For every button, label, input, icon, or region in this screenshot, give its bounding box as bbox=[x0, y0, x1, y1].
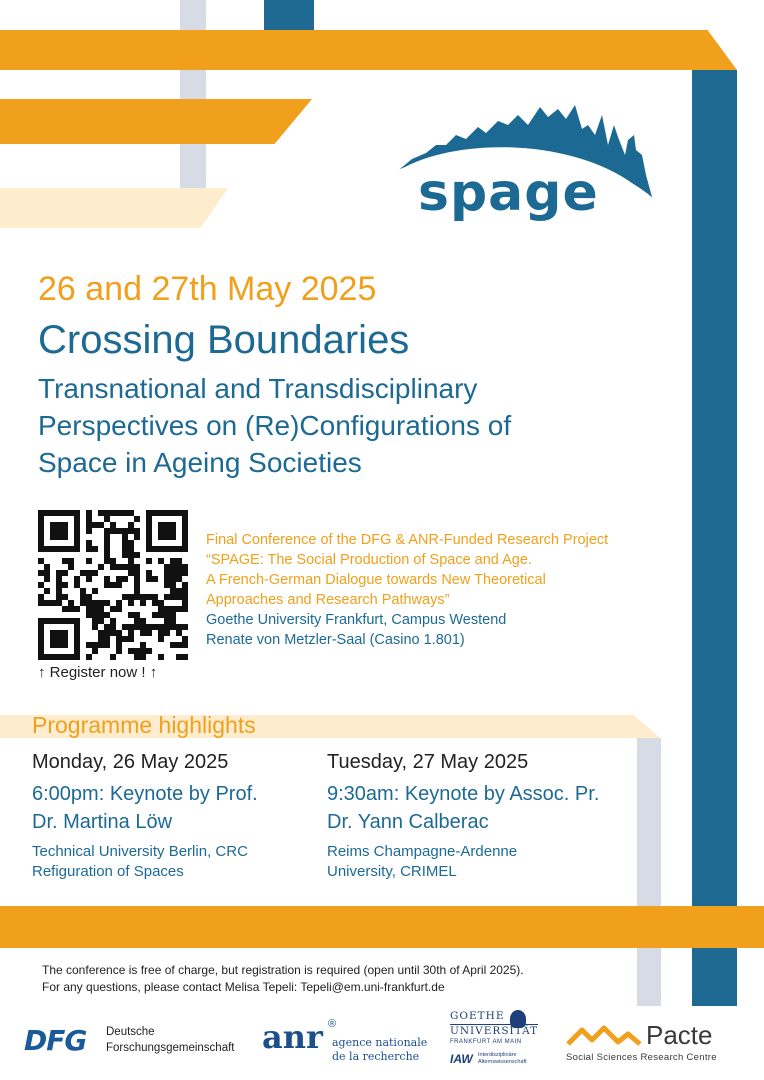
spage-logo bbox=[390, 95, 660, 235]
pacte-subtitle: Social Sciences Research Centre bbox=[566, 1052, 717, 1063]
project-description bbox=[206, 530, 608, 650]
register-now-text: ↑ Register now ! ↑ bbox=[38, 664, 158, 681]
day1-keynote: 6:00pm: Keynote by Prof. bbox=[32, 783, 258, 805]
iaw-line: Interdisziplinäre bbox=[478, 1052, 517, 1058]
day2-keynote: 9:30am: Keynote by Assoc. Pr. bbox=[327, 783, 600, 805]
pacte-logo bbox=[566, 1022, 736, 1066]
anr-logo bbox=[262, 1018, 432, 1066]
subtitle bbox=[38, 370, 511, 481]
dfg-name-line: Deutsche bbox=[106, 1026, 155, 1038]
subtitle-line: Space in Ageing Societies bbox=[38, 447, 362, 478]
dfg-name-line: Forschungsgemeinschaft bbox=[106, 1042, 235, 1054]
blue-vertical-bar-top bbox=[264, 0, 314, 30]
pacte-name: Pacte bbox=[646, 1020, 713, 1050]
anr-registered: ® bbox=[328, 1018, 337, 1030]
date-line: 26 and 27th May 2025 bbox=[38, 270, 377, 308]
anr-name-line: de la recherche bbox=[332, 1050, 420, 1063]
project-line: “SPAGE: The Social Production of Space and Age. bbox=[206, 552, 532, 568]
day2-affiliation: Reims Champagne-Ardenne bbox=[327, 843, 518, 860]
subtitle-line: Transnational and Transdisciplinary bbox=[38, 373, 478, 404]
page-title: Crossing Boundaries bbox=[38, 318, 410, 362]
anr-name-line: agence nationale bbox=[332, 1036, 428, 1049]
goethe-logo bbox=[448, 1010, 548, 1074]
project-line: Approaches and Research Pathways” bbox=[206, 592, 450, 608]
cream-band bbox=[0, 188, 228, 228]
logo-wordmark: spage bbox=[418, 163, 599, 223]
orange-top-band bbox=[0, 30, 737, 70]
goethe-line: UNIVERSITÄT bbox=[450, 1025, 539, 1037]
goethe-line: FRANKFURT AM MAIN bbox=[450, 1039, 522, 1045]
orange-second-band bbox=[0, 99, 312, 144]
day2-column bbox=[327, 748, 627, 882]
registration-qr-code[interactable] bbox=[38, 510, 188, 660]
day1-column bbox=[32, 748, 322, 882]
day2-affiliation: University, CRIMEL bbox=[327, 863, 457, 880]
project-line: A French-German Dialogue towards New Theoretical bbox=[206, 572, 546, 588]
day1-date: Monday, 26 May 2025 bbox=[32, 751, 229, 773]
venue-line: Goethe University Frankfurt, Campus Westend bbox=[206, 612, 507, 628]
day1-speaker: Dr. Martina Löw bbox=[32, 811, 173, 833]
iaw-mark: IAW bbox=[450, 1052, 473, 1066]
day2-date: Tuesday, 27 May 2025 bbox=[327, 751, 529, 773]
footer-note bbox=[42, 962, 524, 996]
anr-mark: anr bbox=[262, 1018, 323, 1056]
footer-line: The conference is free of charge, but registration is required (open until 30th of April 2025). bbox=[42, 963, 524, 977]
programme-heading: Programme highlights bbox=[32, 712, 256, 738]
blue-right-bar bbox=[692, 70, 737, 1006]
project-line: Final Conference of the DFG & ANR-Funded Research Project bbox=[206, 532, 609, 548]
dfg-mark: DFG bbox=[24, 1024, 87, 1057]
mountains-icon bbox=[566, 1024, 642, 1048]
grey-vertical-bar-bottom bbox=[637, 738, 661, 1006]
dfg-logo bbox=[24, 1024, 249, 1064]
venue-line: Renate von Metzler-Saal (Casino 1.801) bbox=[206, 632, 465, 648]
subtitle-line: Perspectives on (Re)Configurations of bbox=[38, 410, 512, 441]
footer-line: For any questions, please contact Melisa Tepeli: Tepeli@em.uni-frankfurt.de bbox=[42, 980, 445, 994]
iaw-line: Alternswissenschaft bbox=[478, 1059, 527, 1065]
day1-affiliation: Refiguration of Spaces bbox=[32, 863, 184, 880]
goethe-line: GOETHE bbox=[450, 1010, 505, 1022]
day1-affiliation: Technical University Berlin, CRC bbox=[32, 843, 248, 860]
day2-speaker: Dr. Yann Calberac bbox=[327, 811, 489, 833]
orange-bottom-band bbox=[0, 906, 764, 948]
